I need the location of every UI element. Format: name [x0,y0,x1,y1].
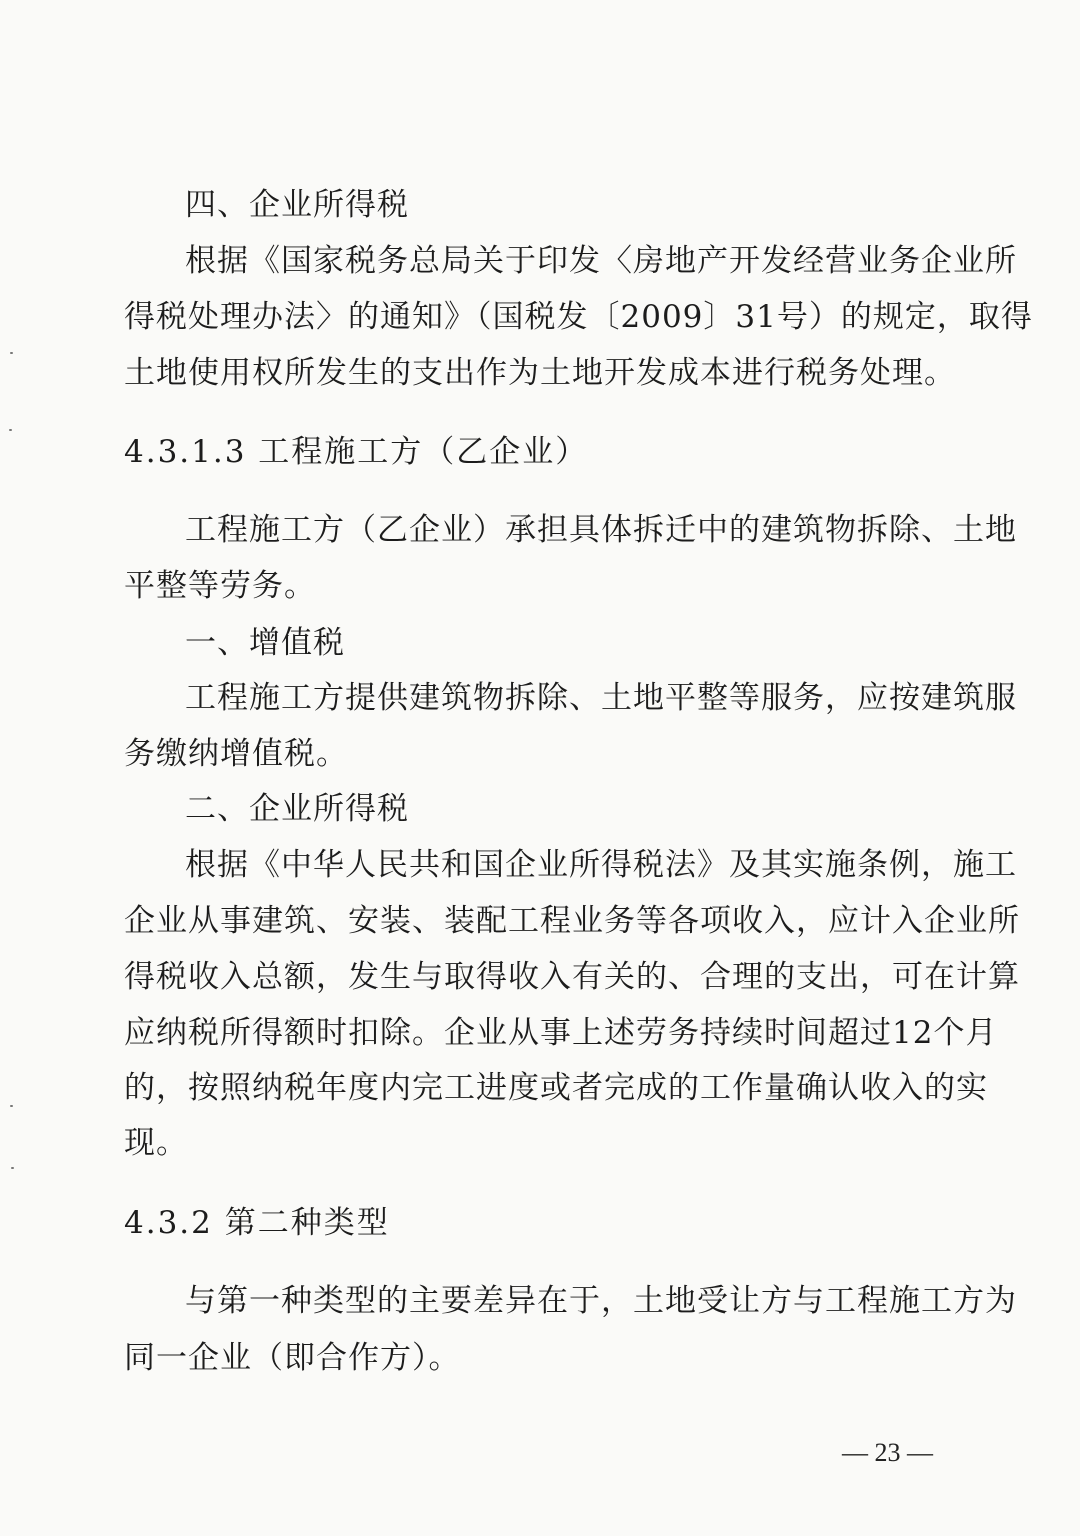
scan-speck [9,429,12,431]
paragraph-line: 企业从事建筑、安装、装配工程业务等各项收入，应计入企业所 [124,903,1020,939]
subsection-heading-4-3-2: 4.3.2 第二种类型 [124,1205,390,1241]
paragraph-line: 土地使用权所发生的支出作为土地开发成本进行税务处理。 [124,355,956,391]
section-heading-vat: 一、增值税 [185,625,345,661]
paragraph-line: 根据《中华人民共和国企业所得税法》及其实施条例，施工 [185,847,1017,883]
paragraph-line: 根据《国家税务总局关于印发〈房地产开发经营业务企业所 [185,243,1017,279]
paragraph-line: 的，按照纳税年度内完工进度或者完成的工作量确认收入的实 [124,1070,988,1106]
paragraph-line: 工程施工方提供建筑物拆除、土地平整等服务，应按建筑服 [185,680,1017,716]
scan-speck [10,1105,13,1107]
paragraph-line: 与第一种类型的主要差异在于，土地受让方与工程施工方为 [185,1283,1017,1319]
paragraph-line: 应纳税所得额时扣除。企业从事上述劳务持续时间超过12个月 [124,1015,998,1051]
paragraph-line: 现。 [124,1125,188,1161]
paragraph-line: 得税处理办法〉的通知》（国税发〔2009〕31号）的规定，取得 [124,299,1033,335]
section-heading-cit: 二、企业所得税 [185,791,409,827]
paragraph-line: 平整等劳务。 [124,568,316,604]
section-heading-cit: 四、企业所得税 [185,187,409,223]
subsection-heading-4-3-1-3: 4.3.1.3 工程施工方（乙企业） [124,434,589,470]
paragraph-line: 务缴纳增值税。 [124,736,348,772]
paragraph-line: 得税收入总额，发生与取得收入有关的、合理的支出，可在计算 [124,959,1020,995]
paragraph-line: 同一企业（即合作方）。 [124,1340,461,1376]
scan-speck [11,1167,14,1169]
page-number: — 23 — [842,1438,933,1467]
scan-speck [10,352,13,354]
paragraph-line: 工程施工方（乙企业）承担具体拆迁中的建筑物拆除、土地 [185,512,1017,548]
